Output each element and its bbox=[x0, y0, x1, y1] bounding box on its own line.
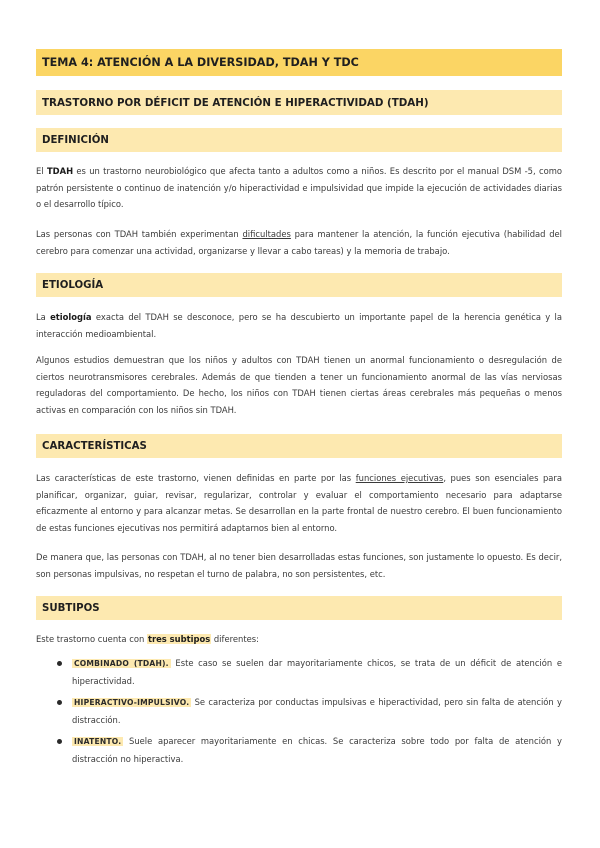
definicion-paragraph-1: El TDAH es un trastorno neurobiológico que afecta tanto a adultos como a niños. Es descrito por el manual DSM -5, como patrón persistente o continuo de inatención y/o hiperactividad e impulsividad que impide la ejecución de actividades diarias o el desarrollo típico. bbox=[36, 166, 562, 209]
heading-definicion: DEFINICIÓN bbox=[36, 128, 562, 152]
list-item bbox=[52, 733, 562, 767]
heading-subtipos: SUBTIPOS bbox=[36, 596, 562, 620]
subtipos-intro: Este trastorno cuenta con tres subtipos diferentes: bbox=[36, 634, 259, 644]
subtype-text: Este caso se suelen dar mayoritariamente chicos, se trata de un déficit de atención e hiperactividad. bbox=[72, 658, 562, 686]
definicion-paragraph-2: Las personas con TDAH también experimentan dificultades para mantener la atención, la función ejecutiva (habilidad del cerebro para comenzar una actividad, organizarse y llevar a cabo tareas) y la memoria de trabajo. bbox=[36, 229, 562, 256]
subtype-text: Se caracteriza por conductas impulsivas e hiperactividad, pero sin falta de atención y distracción. bbox=[72, 697, 562, 725]
page-title: TEMA 4: ATENCIÓN A LA DIVERSIDAD, TDAH Y TDC bbox=[36, 49, 562, 76]
bullet-icon bbox=[57, 739, 62, 744]
caracteristicas-paragraph-2: De manera que, las personas con TDAH, al no tener bien desarrolladas estas funciones, son justamente lo opuesto. Es decir, son personas impulsivas, no respetan el turno de palabra, no son persistentes, etc. bbox=[36, 552, 562, 579]
list-item bbox=[52, 694, 562, 728]
heading-caracteristicas: CARACTERÍSTICAS bbox=[36, 434, 562, 458]
caracteristicas-paragraph-1: Las características de este trastorno, vienen definidas en parte por las funciones ejecutivas, pues son esenciales para planificar, organizar, guiar, revisar, regularizar, controlar y evaluar el comportamiento necesario para adaptarse eficazmente al entorno y para alcanzar metas. Se desarrollan en la parte frontal de nuestro cerebro. El buen funcionamiento de estas funciones ejecutivas nos permitirá adaptarnos bien al entorno. bbox=[36, 473, 563, 533]
section-subtitle: TRASTORNO POR DÉFICIT DE ATENCIÓN E HIPERACTIVIDAD (TDAH) bbox=[36, 90, 562, 115]
etiologia-paragraph-1: La etiología exacta del TDAH se desconoce, pero se ha descubierto un importante papel de la herencia genética y la interacción medioambiental. bbox=[36, 312, 562, 339]
etiologia-paragraph-2: Algunos estudios demuestran que los niños y adultos con TDAH tienen un anormal funcionamiento o desregulación de ciertos neurotransmisores cerebrales. Además de que tienden a tener un funcionamiento anormal de las vías nerviosas reguladoras del comportamiento. De hecho, los niños con TDAH tienen ciertas áreas cerebrales más pequeñas o menos activas en comparación con los niños sin TDAH. bbox=[36, 355, 562, 415]
bullet-icon bbox=[57, 661, 62, 666]
list-item bbox=[52, 655, 562, 689]
subtype-label: HIPERACTIVO-IMPULSIVO. bbox=[74, 698, 190, 707]
subtype-text: Suele aparecer mayoritariamente en chicas. Se caracteriza sobre todo por falta de atención y distracción no hiperactiva. bbox=[72, 736, 562, 764]
bullet-icon bbox=[57, 700, 62, 705]
subtipos-list bbox=[52, 655, 562, 772]
heading-etiologia: ETIOLOGÍA bbox=[36, 273, 562, 297]
subtype-label: INATENTO. bbox=[74, 737, 122, 746]
subtype-label: COMBINADO (TDAH). bbox=[74, 659, 169, 668]
